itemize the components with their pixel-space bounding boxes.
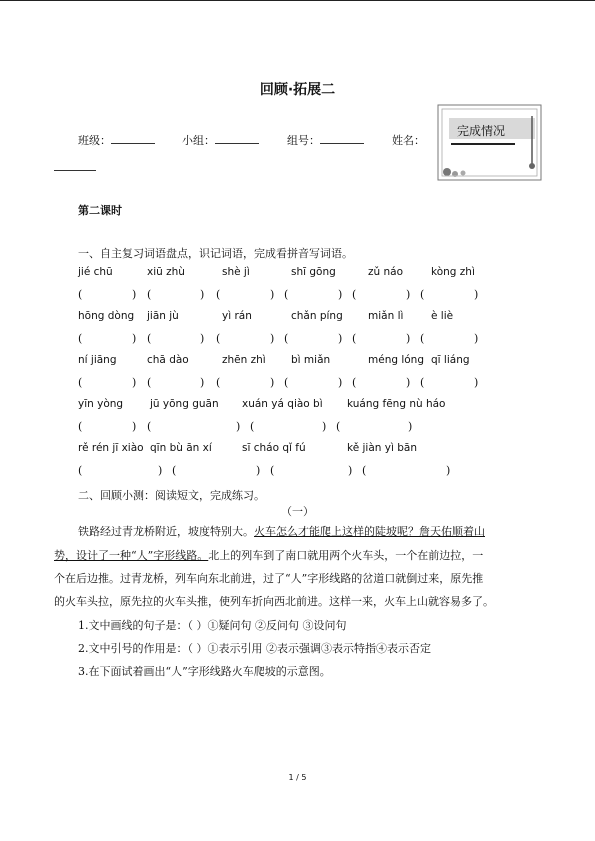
passage-line-2 [54, 547, 483, 563]
answer-blank-open-paren[interactable]: ( [284, 332, 289, 345]
pinyin-word: zhēn zhì [222, 354, 266, 366]
answer-blank-open-paren[interactable]: ( [172, 464, 177, 477]
answer-blank-close-paren: ) [322, 420, 327, 433]
answer-blank-close-paren: ) [132, 332, 137, 345]
answer-blank-close-paren: ) [200, 332, 205, 345]
answer-blank-open-paren[interactable]: ( [250, 420, 255, 433]
group-blank[interactable] [215, 133, 259, 144]
pinyin-word: qī liáng [431, 354, 470, 366]
pinyin-word: sī cháo qǐ fú [242, 442, 306, 454]
passage-rest: 北上的列车到了南口就用两个火车头，一个在前边拉，一 [208, 549, 484, 562]
question-3: 3.在下面试着画出“人”字形线路火车爬坡的示意图。 [78, 665, 331, 678]
group-no-blank[interactable] [320, 133, 364, 144]
name-field [392, 132, 425, 148]
passage-line-3: 个在后边推。过青龙桥，列车向东北前进，过了“人”字形线路的岔道口就倒过来，原先推 [54, 572, 484, 585]
lesson-label: 第二课时 [78, 204, 122, 217]
answer-blank-close-paren: ) [236, 420, 241, 433]
answer-blank-close-paren: ) [408, 420, 413, 433]
pinyin-word: méng lóng [368, 354, 425, 366]
question-1: 1.文中画线的句子是：（ ）①疑问句 ②反问句 ③设问句 [78, 619, 347, 632]
answer-blank-open-paren[interactable]: ( [352, 376, 357, 389]
class-field [78, 132, 155, 148]
page-title: 回顾·拓展二 [259, 82, 336, 98]
class-label: 班级： [78, 134, 111, 147]
answer-blank-open-paren[interactable]: ( [362, 464, 367, 477]
answer-blank-open-paren[interactable]: ( [216, 288, 221, 301]
answer-blank-close-paren: ) [270, 288, 275, 301]
pinyin-word: rě rén jī xiào [78, 442, 144, 454]
answer-blank-close-paren: ) [338, 332, 343, 345]
answer-blank-open-paren[interactable]: ( [216, 332, 221, 345]
answer-blank-close-paren: ) [200, 288, 205, 301]
passage-subtitle: （一） [281, 505, 314, 518]
answer-blank-close-paren: ) [446, 464, 451, 477]
answer-blank-close-paren: ) [158, 464, 163, 477]
pinyin-word: qīn bù ān xí [150, 442, 212, 454]
answer-blank-open-paren[interactable]: ( [270, 464, 275, 477]
answer-blank-close-paren: ) [132, 288, 137, 301]
answer-blank-close-paren: ) [406, 332, 411, 345]
pinyin-word: shī gōng [291, 266, 336, 278]
answer-blank-open-paren[interactable]: ( [284, 376, 289, 389]
question-2: 2.文中引号的作用是：（ ）①表示引用 ②表示强调③表示特指④表示否定 [78, 642, 431, 655]
pinyin-word: zǔ náo [368, 266, 404, 278]
answer-blank-close-paren: ) [256, 464, 261, 477]
answer-blank-close-paren: ) [474, 288, 479, 301]
pinyin-word: jiān jù [147, 310, 179, 322]
group-field [182, 132, 259, 148]
answer-blank-close-paren: ) [132, 420, 137, 433]
answer-blank-open-paren[interactable]: ( [78, 376, 83, 389]
pinyin-word: è liè [431, 310, 454, 322]
group-label: 小组： [182, 134, 215, 147]
pinyin-word: jū yōng guān [150, 398, 219, 410]
pinyin-word: yīn yòng [78, 398, 124, 410]
badge-text: 完成情况 [457, 124, 506, 138]
answer-blank-open-paren[interactable]: ( [147, 420, 152, 433]
answer-blank-close-paren: ) [200, 376, 205, 389]
pinyin-word: ní jiāng [78, 354, 117, 366]
part2-instruction: 二、回顾小测：阅读短文，完成练习。 [78, 489, 265, 502]
answer-blank-open-paren[interactable]: ( [78, 288, 83, 301]
pinyin-word: kě jiàn yì bān [347, 442, 417, 454]
name-blank[interactable] [54, 162, 96, 171]
pinyin-word: shè jì [222, 266, 250, 278]
answer-blank-open-paren[interactable]: ( [420, 288, 425, 301]
passage-line-1 [78, 523, 485, 539]
pinyin-word: miǎn lì [368, 310, 404, 322]
answer-blank-open-paren[interactable]: ( [147, 332, 152, 345]
answer-blank-close-paren: ) [270, 332, 275, 345]
answer-blank-open-paren[interactable]: ( [78, 332, 83, 345]
class-blank[interactable] [111, 133, 155, 144]
underlined-sentence-part-2: 势，设计了一种“人”字形线路。 [54, 549, 209, 562]
answer-blank-close-paren: ) [348, 464, 353, 477]
answer-blank-open-paren[interactable]: ( [420, 376, 425, 389]
pinyin-word: chā dào [147, 354, 189, 366]
pinyin-word: kòng zhì [431, 266, 475, 278]
top-border-line [0, 0, 595, 1]
passage-lead: 铁路经过青龙桥附近，坡度特别大。 [78, 525, 254, 538]
pinyin-word: bì miǎn [291, 354, 331, 366]
answer-blank-open-paren[interactable]: ( [336, 420, 341, 433]
answer-blank-close-paren: ) [474, 332, 479, 345]
answer-blank-close-paren: ) [270, 376, 275, 389]
answer-blank-open-paren[interactable]: ( [420, 332, 425, 345]
answer-blank-open-paren[interactable]: ( [147, 288, 152, 301]
badge-frame-graphic [437, 104, 543, 182]
answer-blank-open-paren[interactable]: ( [78, 464, 83, 477]
answer-blank-close-paren: ) [132, 376, 137, 389]
pinyin-word: chǎn píng [291, 310, 343, 322]
pinyin-word: jié chū [78, 266, 113, 278]
answer-blank-close-paren: ) [474, 376, 479, 389]
underlined-sentence-part-1: 火车怎么才能爬上这样的陡坡呢？詹天佑顺着山 [254, 525, 485, 538]
pinyin-word: xiū zhù [147, 266, 185, 278]
part1-instruction: 一、自主复习词语盘点，识记词语，完成看拼音写词语。 [78, 247, 353, 260]
name-label: 姓名： [392, 134, 425, 147]
pinyin-word: kuáng fēng nù háo [347, 398, 446, 410]
pinyin-word: yì rán [222, 310, 252, 322]
answer-blank-open-paren[interactable]: ( [147, 376, 152, 389]
answer-blank-open-paren[interactable]: ( [284, 288, 289, 301]
group-no-field [287, 132, 364, 148]
answer-blank-close-paren: ) [338, 376, 343, 389]
answer-blank-open-paren[interactable]: ( [352, 288, 357, 301]
answer-blank-close-paren: ) [406, 376, 411, 389]
group-no-label: 组号： [287, 134, 320, 147]
answer-blank-close-paren: ) [406, 288, 411, 301]
page-number: 1 / 5 [288, 773, 307, 782]
completion-status-badge [437, 104, 543, 182]
answer-blank-open-paren[interactable]: ( [78, 420, 83, 433]
answer-blank-open-paren[interactable]: ( [352, 332, 357, 345]
pinyin-word: hōng dòng [78, 310, 135, 322]
passage-line-4: 的火车头拉，原先拉的火车头推，使列车折向西北前进。这样一来，火车上山就容易多了。 [54, 595, 494, 608]
drawing-answer-area[interactable] [78, 680, 518, 760]
answer-blank-close-paren: ) [338, 288, 343, 301]
pinyin-word: xuán yá qiào bì [242, 398, 323, 410]
answer-blank-open-paren[interactable]: ( [216, 376, 221, 389]
